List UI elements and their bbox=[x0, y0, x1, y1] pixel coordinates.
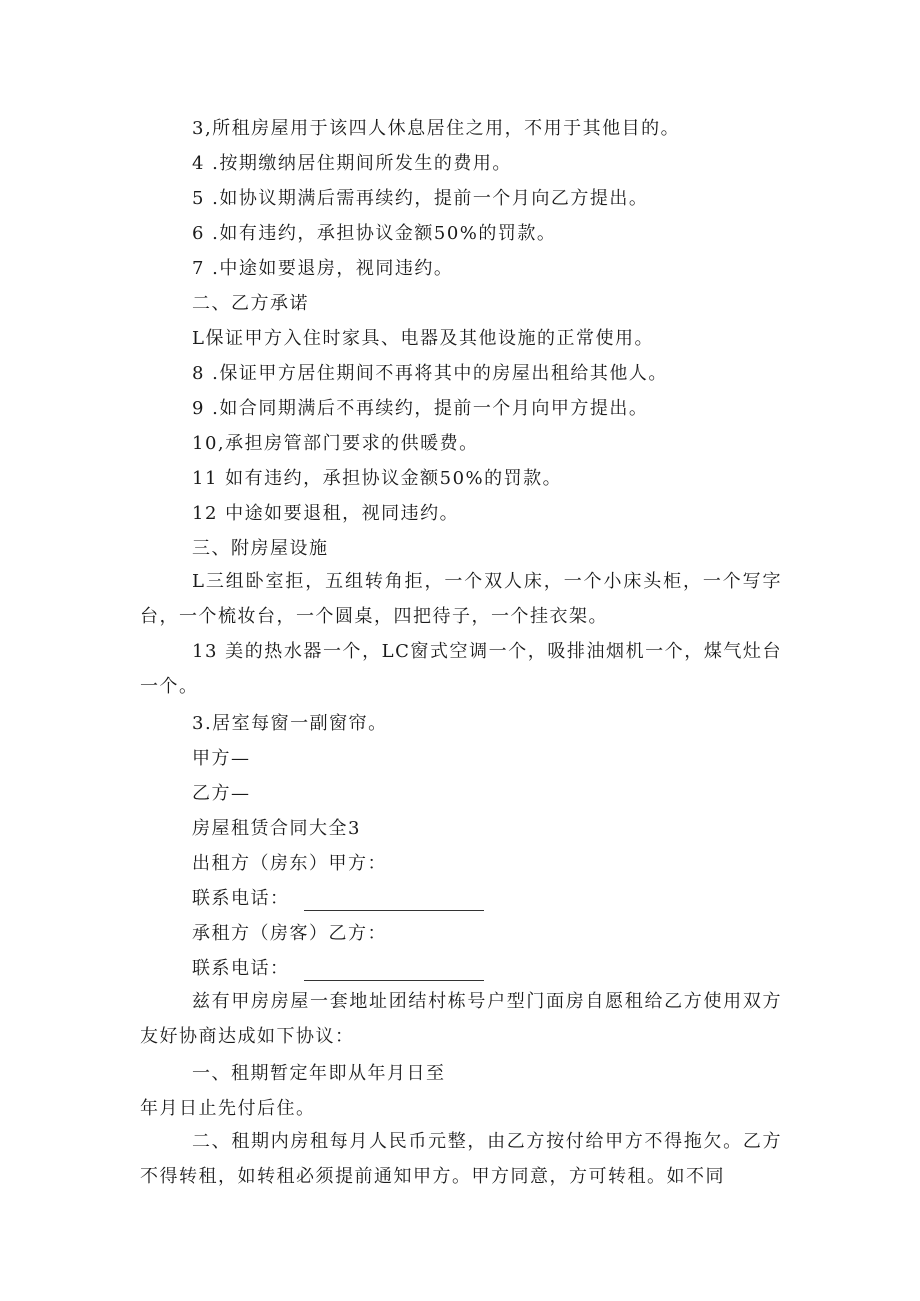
signature-line: 乙方— bbox=[192, 783, 251, 804]
phone-row bbox=[192, 887, 484, 911]
section-heading: 三、附房屋设施 bbox=[192, 538, 329, 559]
clause-text: 9 .如合同期满后不再续约，提前一个月向甲方提出。 bbox=[192, 398, 649, 419]
clause-text: 5 .如协议期满后需再续约，提前一个月向乙方提出。 bbox=[192, 188, 649, 209]
phone-blank bbox=[304, 892, 484, 911]
signature-line: 甲方— bbox=[192, 748, 251, 769]
clause-text: 12 中途如要退租，视同违约。 bbox=[192, 503, 460, 524]
clause-text: 11 如有违约，承担协议金额50%的罚款。 bbox=[192, 468, 563, 489]
clause-text: 年月日止先付后住。 bbox=[140, 1098, 316, 1119]
phone-label: 联系电话： bbox=[192, 958, 290, 979]
paragraph: 二、租期内房租每月人民币元整，由乙方按付给甲方不得拖欠。乙方不得转租，如转租必须提前通知甲方。甲方同意，方可转租。如不同 bbox=[140, 1131, 782, 1187]
paragraph: 兹有甲房房屋一套地址团结村栋号户型门面房自愿租给乙方使用双方友好协商达成如下协议： bbox=[140, 991, 782, 1047]
clause-text: 3.居室每窗一副窗帘。 bbox=[192, 713, 388, 734]
clause-text: 一、租期暂定年即从年月日至 bbox=[192, 1063, 446, 1084]
phone-row bbox=[192, 957, 484, 981]
clause-text: 10,承担房管部门要求的供暖费。 bbox=[192, 433, 479, 454]
phone-label: 联系电话： bbox=[192, 888, 290, 909]
clause-text: 7 .中途如要退房，视同违约。 bbox=[192, 258, 454, 279]
clause-text: 6 .如有违约，承担协议金额50%的罚款。 bbox=[192, 223, 557, 244]
phone-blank bbox=[304, 962, 484, 981]
section-heading: 二、乙方承诺 bbox=[192, 293, 309, 314]
paragraph: 13 美的热水器一个，LC窗式空调一个，吸排油烟机一个，煤气灶台一个。 bbox=[140, 641, 782, 697]
party-label: 出租方（房东）甲方： bbox=[192, 853, 387, 874]
clause-text: 4 .按期缴纳居住期间所发生的费用。 bbox=[192, 153, 512, 174]
clause-text: L保证甲方入住时家具、电器及其他设施的正常使用。 bbox=[192, 328, 654, 349]
party-label: 承租方（房客）乙方： bbox=[192, 923, 387, 944]
clause-text: 8 .保证甲方居住期间不再将其中的房屋出租给其他人。 bbox=[192, 363, 668, 384]
paragraph: L三组卧室拒，五组转角拒，一个双人床，一个小床头柜，一个写字台，一个梳妆台，一个圆桌，四把待子，一个挂衣架。 bbox=[140, 571, 782, 627]
document-title: 房屋租赁合同大全3 bbox=[192, 818, 361, 839]
clause-text: 3,所租房屋用于该四人休息居住之用，不用于其他目的。 bbox=[192, 118, 681, 139]
